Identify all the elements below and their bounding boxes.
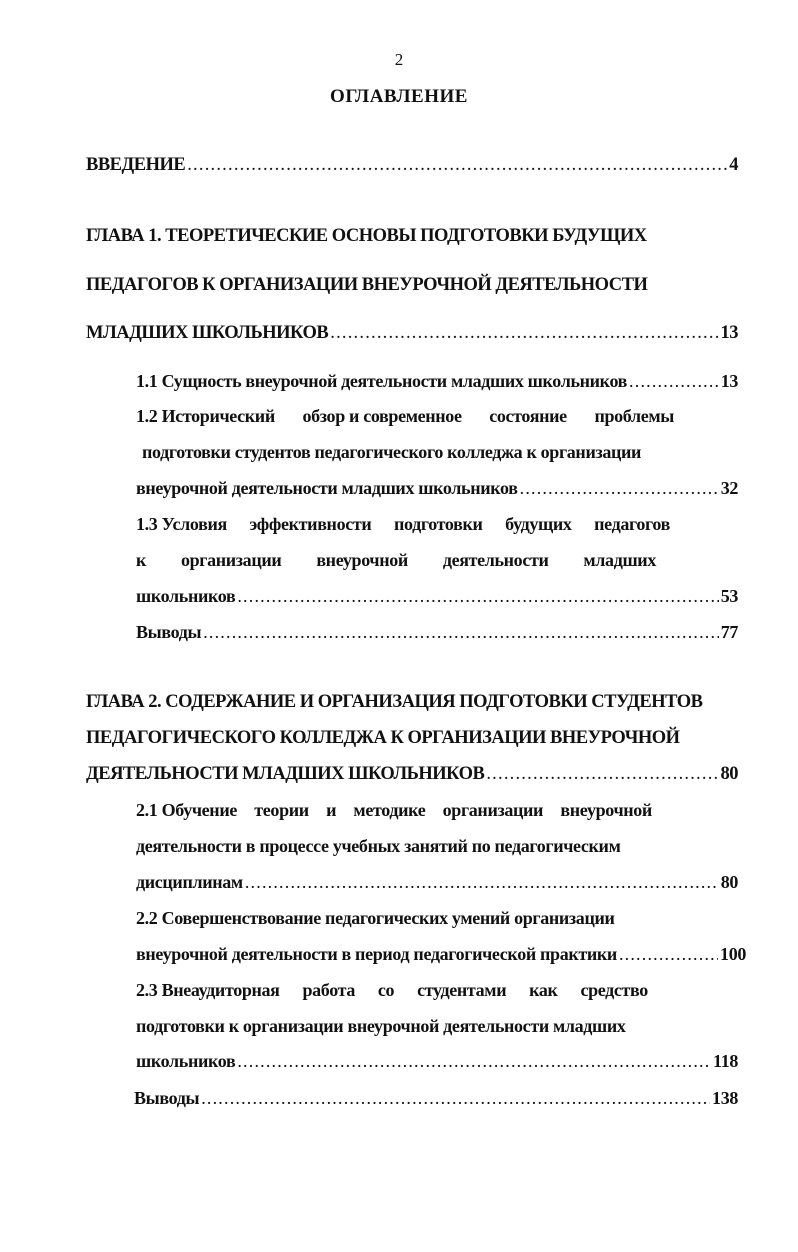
word: эффективности [249, 514, 372, 534]
page-number: 2 [394, 50, 404, 69]
word: организации [442, 800, 544, 820]
toc-entry-chapter1[interactable] [86, 323, 738, 344]
word: подготовки [393, 514, 483, 534]
toc-entry-section-2-2[interactable] [136, 944, 746, 965]
word: работа [302, 980, 355, 1000]
section-1-3-line1 [136, 514, 670, 535]
dot-leader [245, 872, 719, 893]
toc-entry-label: 1.1 Сущность внеурочной деятельности младших школьников [136, 371, 628, 391]
word: методике [353, 800, 426, 820]
toc-entry-label: внеурочной деятельности младших школьников [136, 478, 518, 498]
section-1-3-line2 [136, 550, 656, 571]
toc-entry-label: школьников [136, 586, 236, 606]
toc-page-number: 138 [712, 1088, 738, 1108]
dot-leader [330, 323, 718, 344]
toc-entry-label: ВВЕДЕНИЕ [86, 155, 186, 175]
word: как [529, 980, 558, 1000]
section-2-3-line1 [136, 980, 648, 1001]
toc-entry-chapter1-conclusions[interactable] [136, 622, 738, 643]
word: 2.3 Внеаудиторная [136, 980, 280, 1000]
word: теории [254, 800, 309, 820]
dot-leader [203, 622, 718, 643]
toc-page-number: 53 [720, 586, 738, 606]
toc-entry-chapter2-conclusions[interactable] [134, 1088, 738, 1109]
toc-entry-section-2-3[interactable] [136, 1051, 738, 1072]
toc-entry-section-1-1[interactable] [136, 371, 738, 392]
word: младших [583, 550, 656, 570]
toc-page-number: 77 [720, 622, 738, 642]
toc-page-number: 80 [720, 764, 738, 784]
toc-entry-section-1-2[interactable] [136, 478, 738, 499]
toc-entry-label: МЛАДШИХ ШКОЛЬНИКОВ [86, 323, 329, 343]
toc-page-number: 80 [720, 872, 738, 892]
word: будущих [505, 514, 572, 534]
word: внеурочной [316, 550, 408, 570]
word: к [136, 550, 147, 570]
toc-entry-section-2-1[interactable] [136, 872, 738, 893]
word: состояние [489, 406, 567, 426]
section-2-1-line2: деятельности в процессе учебных занятий по педагогическим [136, 836, 621, 856]
toc-entry-introduction[interactable] [86, 155, 738, 176]
word: средство [580, 980, 648, 1000]
toc-page-number: 13 [720, 371, 738, 391]
toc-page-number: 100 [720, 944, 746, 964]
toc-page-number: 4 [729, 155, 738, 175]
dot-leader [520, 478, 719, 499]
toc-entry-label: внеурочной деятельности в период педагогической практики [136, 944, 617, 964]
section-2-1-line1 [136, 800, 652, 821]
dot-leader [619, 944, 718, 965]
toc-entry-label: школьников [136, 1051, 236, 1071]
word: педагогов [594, 514, 670, 534]
toc-page-number: 13 [720, 323, 738, 343]
toc-entry-label: ДЕЯТЕЛЬНОСТИ МЛАДШИХ ШКОЛЬНИКОВ [86, 764, 485, 784]
section-1-2-line2: подготовки студентов педагогического колледжа к организации [142, 442, 642, 462]
word: 1.3 Условия [136, 514, 227, 534]
section-2-2-line1: 2.2 Совершенствование педагогических умений организации [136, 908, 615, 928]
chapter2-heading-line2: ПЕДАГОГИЧЕСКОГО КОЛЛЕДЖА К ОРГАНИЗАЦИИ ВНЕУРОЧНОЙ [86, 728, 680, 748]
word: со [377, 980, 395, 1000]
toc-page-number: 32 [720, 478, 738, 498]
word: деятельности [442, 550, 549, 570]
dot-leader [187, 155, 727, 176]
word: проблемы [594, 406, 674, 426]
word: 1.2 Исторический [136, 406, 275, 426]
dot-leader [237, 1051, 711, 1072]
section-2-3-line2: подготовки к организации внеурочной деятельности младших [136, 1016, 626, 1036]
dot-leader [486, 764, 718, 785]
toc-entry-label: Выводы [134, 1088, 200, 1108]
toc-entry-label: Выводы [136, 622, 202, 642]
word: и [326, 800, 337, 820]
toc-page-number: 118 [713, 1051, 738, 1071]
dot-leader [201, 1088, 710, 1109]
section-1-2-line1 [136, 406, 674, 427]
chapter1-heading-line1: ГЛАВА 1. ТЕОРЕТИЧЕСКИЕ ОСНОВЫ ПОДГОТОВКИ БУДУЩИХ [86, 226, 647, 246]
toc-entry-section-1-3[interactable] [136, 586, 738, 607]
page-title: ОГЛАВЛЕНИЕ [330, 86, 468, 107]
word: студентами [417, 980, 507, 1000]
dot-leader [629, 371, 719, 392]
word: внеурочной [560, 800, 652, 820]
toc-entry-label: дисциплинам [136, 872, 243, 892]
dot-leader [237, 586, 718, 607]
word: обзор и современное [302, 406, 462, 426]
chapter1-heading-line2: ПЕДАГОГОВ К ОРГАНИЗАЦИИ ВНЕУРОЧНОЙ ДЕЯТЕЛЬНОСТИ [86, 275, 648, 295]
word: 2.1 Обучение [136, 800, 237, 820]
word: организации [180, 550, 282, 570]
toc-entry-chapter2[interactable] [86, 764, 738, 785]
chapter2-heading-line1: ГЛАВА 2. СОДЕРЖАНИЕ И ОРГАНИЗАЦИЯ ПОДГОТОВКИ СТУДЕНТОВ [86, 692, 703, 712]
